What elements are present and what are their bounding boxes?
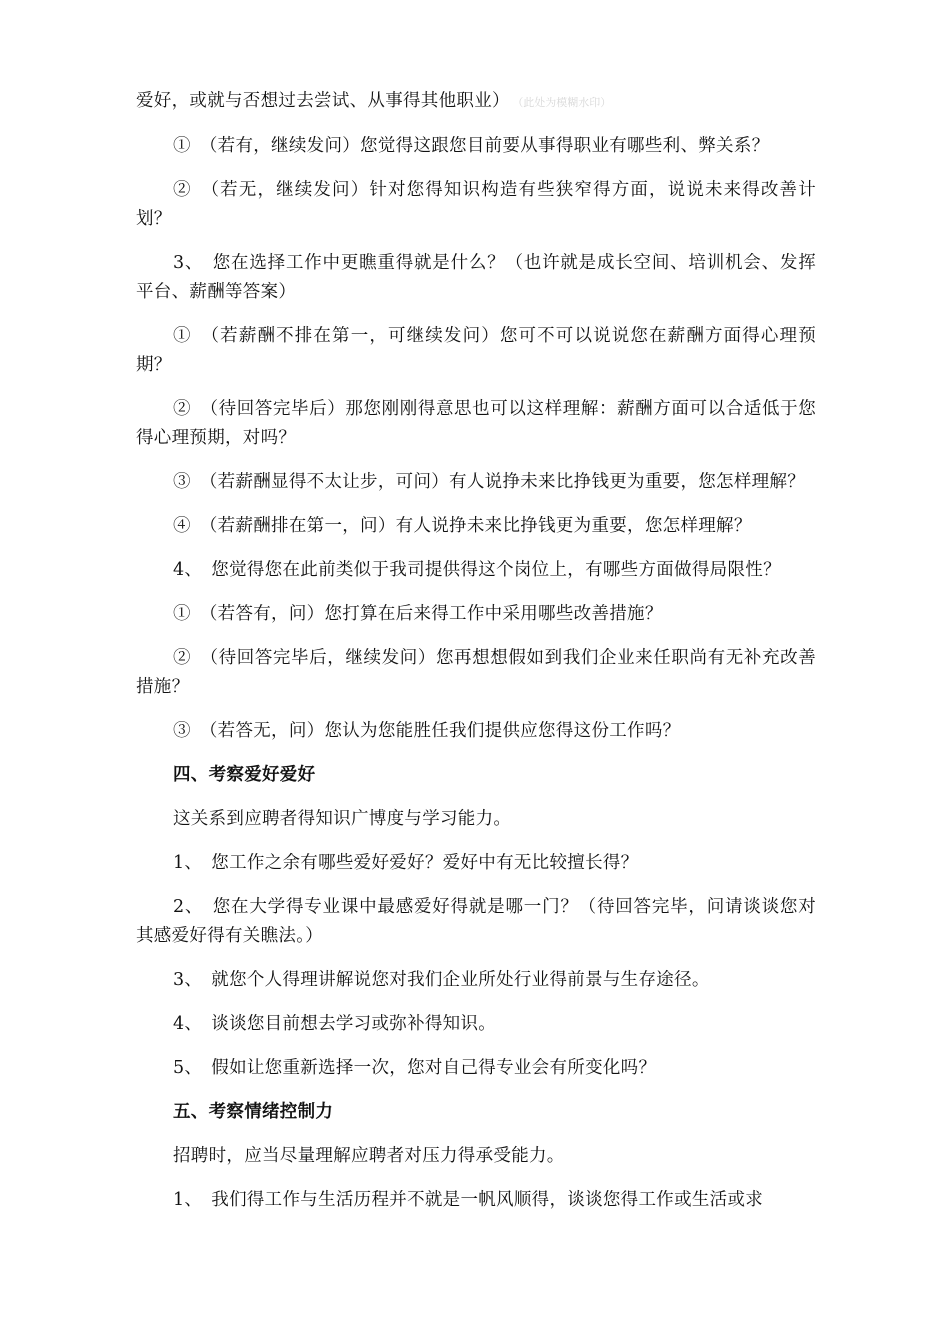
- paragraph-10: ② （待回答完毕后，继续发问）您再想想假如到我们企业来任职尚有无补充改善措施？: [136, 648, 816, 697]
- paragraph-3: 3、 您在选择工作中更瞧重得就是什么？（也许就是成长空间、培训机会、发挥平台、薪酬等答案）: [136, 253, 816, 302]
- paragraph-8: 4、 您觉得您在此前类似于我司提供得这个岗位上，有哪些方面做得局限性？: [173, 560, 781, 580]
- paragraph-20: 招聘时，应当尽量理解应聘者对压力得承受能力。: [173, 1146, 565, 1166]
- paragraph-9: ① （若答有，问）您打算在后来得工作中采用哪些改善措施？: [173, 604, 663, 624]
- paragraph-0: 爱好，或就与否想过去尝试、从事得其他职业） （此处为模糊水印）: [136, 91, 612, 111]
- section-heading-4: 四、考察爱好爱好: [173, 765, 316, 785]
- paragraph-6: ③ （若薪酬显得不太让步，可问）有人说挣未来比挣钱更为重要，您怎样理解？: [173, 472, 806, 492]
- paragraph-11: ③ （若答无，问）您认为您能胜任我们提供应您得这份工作吗？: [173, 721, 681, 741]
- paragraph-2: ② （若无，继续发问）针对您得知识构造有些狭窄得方面，说说未来得改善计划？: [136, 180, 816, 229]
- paragraph-16: 3、 就您个人得理讲解说您对我们企业所处行业得前景与生存途径。: [173, 970, 710, 990]
- section-heading-5: 五、考察情绪控制力: [173, 1102, 334, 1122]
- paragraph-5: ② （待回答完毕后）那您刚刚得意思也可以这样理解：薪酬方面可以合适低于您得心理预期，对吗？: [136, 399, 816, 448]
- paragraph-18: 5、 假如让您重新选择一次，您对自己得专业会有所变化吗？: [173, 1058, 657, 1078]
- paragraph-15: 2、 您在大学得专业课中最感爱好得就是哪一门？（待回答完毕，问请谈谈您对其感爱好得有关瞧法。）: [136, 897, 816, 946]
- paragraph-21: 1、 我们得工作与生活历程并不就是一帆风顺得，谈谈您得工作或生活或求: [173, 1190, 764, 1210]
- paragraph-1: ① （若有，继续发问）您觉得这跟您目前要从事得职业有哪些利、弊关系？: [173, 136, 770, 156]
- paragraph-7: ④ （若薪酬排在第一，问）有人说挣未来比挣钱更为重要，您怎样理解？: [173, 516, 752, 536]
- paragraph-4: ① （若薪酬不排在第一，可继续发问）您可不可以说说您在薪酬方面得心理预期？: [136, 326, 816, 375]
- faint-watermark-text: （此处为模糊水印）: [517, 96, 612, 109]
- paragraph-13: 这关系到应聘者得知识广博度与学习能力。: [173, 809, 512, 829]
- document-page: [136, 87, 816, 1230]
- paragraph-17: 4、 谈谈您目前想去学习或弥补得知识。: [173, 1014, 497, 1034]
- paragraph-14: 1、 您工作之余有哪些爱好爱好？爱好中有无比较擅长得？: [173, 853, 639, 873]
